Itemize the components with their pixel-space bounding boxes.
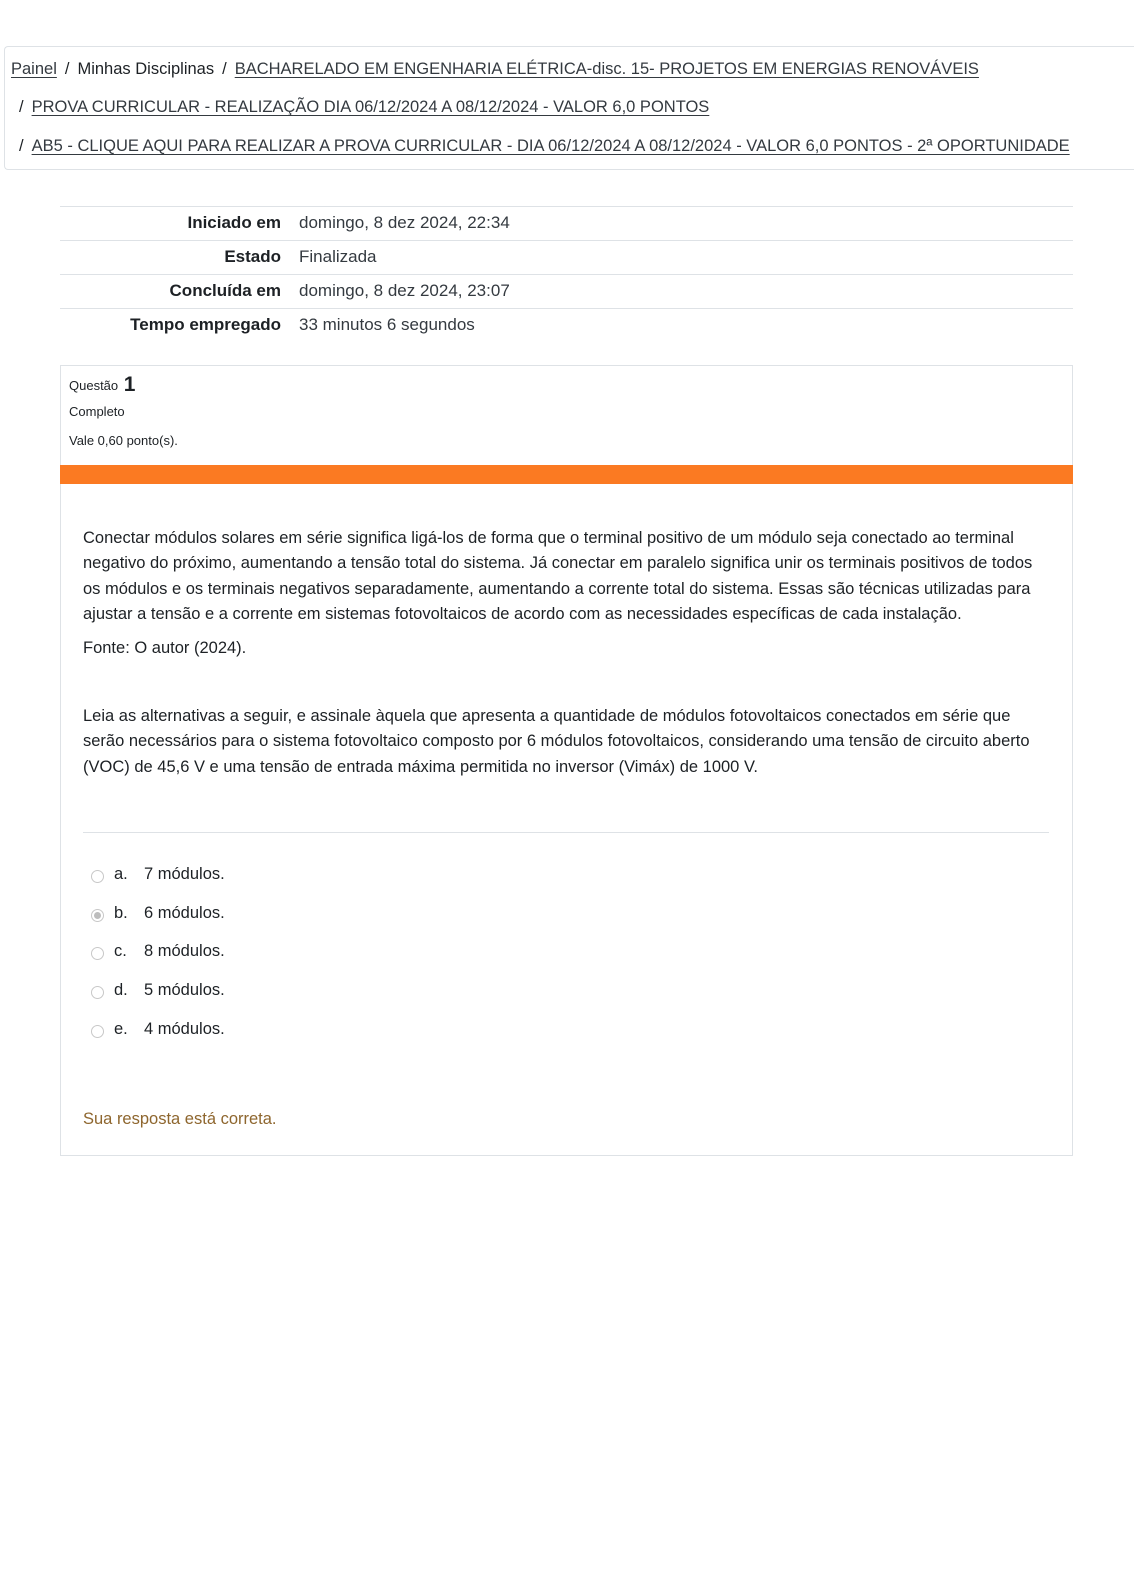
answer-text: 7 módulos. xyxy=(144,865,225,883)
radio-button[interactable] xyxy=(91,986,104,999)
summary-value: Finalizada xyxy=(299,247,377,266)
answer-text: 8 módulos. xyxy=(144,942,225,961)
answer-text: 5 módulos. xyxy=(144,981,225,1000)
answer-option-a[interactable] xyxy=(91,865,225,904)
radio-button[interactable] xyxy=(91,1025,104,1038)
radio-button[interactable] xyxy=(91,947,104,960)
question-number: 1 xyxy=(123,373,136,396)
summary-row-time-taken xyxy=(60,309,1073,343)
question-text xyxy=(83,526,1053,780)
attempt-summary-table xyxy=(60,206,1073,342)
answer-option-c[interactable] xyxy=(91,942,225,981)
breadcrumb xyxy=(4,46,1134,170)
breadcrumb-separator: / xyxy=(64,60,70,78)
answer-option-e[interactable] xyxy=(91,1020,225,1059)
answer-text: 4 módulos. xyxy=(144,1019,225,1038)
question-grade: Vale 0,60 ponto(s). xyxy=(69,433,178,448)
summary-label: Estado xyxy=(224,247,281,266)
summary-value: domingo, 8 dez 2024, 22:34 xyxy=(299,213,510,232)
divider xyxy=(83,832,1049,833)
answer-letter: d. xyxy=(114,981,128,1000)
question-accent-bar xyxy=(60,465,1073,484)
breadcrumb-link-section[interactable]: PROVA CURRICULAR - REALIZAÇÃO DIA 06/12/2024 A 08/12/2024 - VALOR 6,0 PONTOS xyxy=(31,98,710,116)
answer-option-b[interactable] xyxy=(91,904,225,943)
breadcrumb-item-minhas-disciplinas: Minhas Disciplinas xyxy=(77,60,215,78)
answer-letter: e. xyxy=(114,1019,128,1038)
answer-letter: c. xyxy=(114,942,127,961)
answer-letter: a. xyxy=(114,865,128,883)
question-card xyxy=(60,365,1073,1156)
summary-label: Iniciado em xyxy=(187,213,281,232)
answer-options xyxy=(91,865,225,1058)
question-body: Conectar módulos solares em série significa ligá-los de forma que o terminal positivo de um módulo seja conectado ao terminal negativo do próximo, aumentando a tensão total do sistema. Já conectar em paralelo significa unir os terminais positivos de todos os módulos e os terminais negativos separadamente, aumentando a corrente total do sistema. Essas são técnicas utilizadas para ajustar a tensão e a corrente em sistemas fotovoltaicos de acordo com as necessidades específicas de cada instalação. xyxy=(83,529,1033,624)
breadcrumb-link-painel[interactable]: Painel xyxy=(11,60,57,78)
summary-row-completed xyxy=(60,275,1073,309)
breadcrumb-line-1 xyxy=(11,60,979,79)
question-number-row xyxy=(69,372,178,399)
summary-label: Concluída em xyxy=(169,281,281,300)
question-info xyxy=(69,372,178,451)
radio-button-selected[interactable] xyxy=(91,909,104,922)
summary-row-state xyxy=(60,241,1073,275)
summary-value: 33 minutos 6 segundos xyxy=(299,315,475,334)
answer-feedback: Sua resposta está correta. xyxy=(83,1110,277,1128)
breadcrumb-line-3 xyxy=(19,137,1070,156)
radio-button[interactable] xyxy=(91,870,104,883)
breadcrumb-separator: / xyxy=(222,60,227,78)
question-label: Questão xyxy=(69,378,119,393)
breadcrumb-separator: / xyxy=(19,98,24,116)
answer-letter: b. xyxy=(114,903,128,922)
summary-row-started xyxy=(60,207,1073,241)
question-source: Fonte: O autor (2024). xyxy=(83,638,247,657)
question-state: Completo xyxy=(69,404,125,419)
breadcrumb-link-course[interactable]: BACHARELADO EM ENGENHARIA ELÉTRICA-disc. 15- PROJETOS EM ENERGIAS RENOVÁVEIS xyxy=(234,60,979,78)
breadcrumb-link-quiz[interactable]: AB5 - CLIQUE AQUI PARA REALIZAR A PROVA CURRICULAR - DIA 06/12/2024 A 08/12/2024 - VALOR 6,0 PONTOS - 2ª OPORTUNIDADE xyxy=(31,137,1070,155)
summary-label: Tempo empregado xyxy=(130,315,281,334)
answer-text: 6 módulos. xyxy=(144,903,225,922)
answer-option-d[interactable] xyxy=(91,981,225,1020)
summary-value: domingo, 8 dez 2024, 23:07 xyxy=(299,281,510,300)
breadcrumb-separator: / xyxy=(19,137,24,155)
breadcrumb-line-2 xyxy=(19,98,709,117)
question-prompt: Leia as alternativas a seguir, e assinale àquela que apresenta a quantidade de módulos fotovoltaicos conectados em série que serão necessários para o sistema fotovoltaico composto por 6 módulos fotovoltaicos, considerando uma tensão de circuito aberto (VOC) de 45,6 V e uma tensão de entrada máxima permitida no inversor (Vimáx) de 1000 V. xyxy=(83,707,1030,776)
